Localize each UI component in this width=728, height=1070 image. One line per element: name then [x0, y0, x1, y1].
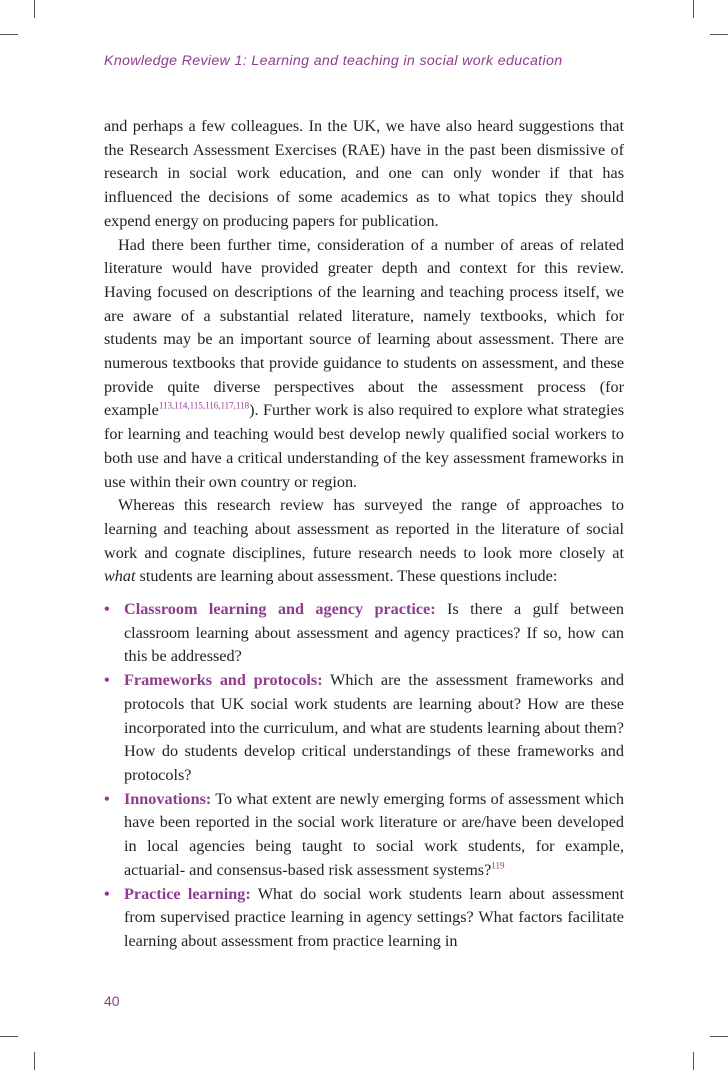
bullet-glyph: •: [104, 789, 110, 808]
bullet-glyph: •: [104, 884, 110, 903]
question-term: Practice learning:: [124, 884, 251, 903]
question-text: Which are the assessment frameworks and protocols that UK social work students are learning about? How are these incorporated into the curriculum, and what are students learning about them? How do students develop critical understandings of these frameworks and protocols?: [124, 671, 624, 784]
bullet-glyph: •: [104, 600, 110, 619]
question-text: To what extent are newly emerging forms of assessment which have been reported in the social work literature or are/have been developed in local agencies being taught to social work students, for example, actuarial- and consensus-based risk assessment systems?: [124, 789, 624, 879]
paragraph-1: and perhaps a few colleagues. In the UK, we have also heard suggestions that the Research Assessment Exercises (RAE) have in the past been dismissive of research in social work education, and one can only wonder if that has influenced the decisions of some academics as to what topics they should expend energy on producing papers for publication.: [104, 117, 624, 230]
page-number: 40: [104, 993, 120, 1009]
emphasis-what: what: [104, 567, 136, 586]
citation-superscript: 113,114,115,116,117,118: [158, 401, 250, 412]
paragraph-3-text: Whereas this research review has surveyed the range of approaches to learning and teaching about assessment as reported in the literature of social work and cognate disciplines, future research needs to look more closely at: [104, 496, 624, 562]
crop-mark-top-right-horizontal: [710, 34, 728, 35]
list-item: [104, 598, 624, 669]
question-term: Frameworks and protocols:: [124, 671, 323, 690]
list-item: [104, 883, 624, 954]
crop-mark-top-right-vertical: [693, 0, 694, 18]
paragraph-3: [104, 494, 624, 589]
running-head: Knowledge Review 1: Learning and teaching in social work education: [104, 53, 563, 69]
paragraph-2-text: Had there been further time, consideration of a number of areas of related literature would have provided greater depth and context for this review. Having focused on descriptions of the learning and teaching process itself, we are aware of a substantial related literature, namely textbooks, which for students may be an important source of learning about assessment. There are numerous textbooks that provide guidance to students on assessment, and these provide quite diverse perspectives about the assessment process (for example: [104, 235, 624, 420]
question-term: Classroom learning and agency practice:: [124, 600, 436, 619]
body-text: [104, 115, 624, 954]
crop-mark-bottom-left-horizontal: [0, 1036, 18, 1037]
research-questions-list: [104, 598, 624, 954]
crop-mark-bottom-right-horizontal: [710, 1036, 728, 1037]
paragraph-3-text-continued: students are learning about assessment. These questions include:: [135, 567, 558, 586]
crop-mark-top-left-vertical: [34, 0, 35, 18]
crop-mark-bottom-left-vertical: [34, 1052, 35, 1070]
list-item: [104, 669, 624, 788]
question-term: Innovations:: [124, 789, 212, 808]
crop-mark-bottom-right-vertical: [693, 1052, 694, 1070]
crop-mark-top-left-horizontal: [0, 34, 18, 35]
paragraph-2-text-continued: ). Further work is also required to explore what strategies for learning and teaching would best develop newly qualified social workers to both use and have a critical understanding of the key assessment frameworks in use within their own country or region.: [104, 401, 624, 491]
question-text: What do social work students learn about assessment from supervised practice learning in agency settings? What factors facilitate learning about assessment from practice learning in: [124, 884, 624, 950]
question-text: Is there a gulf between classroom learning about assessment and agency practices? If so, how can this be addressed?: [124, 600, 625, 666]
paragraph-2: [104, 234, 624, 495]
list-item: [104, 788, 624, 883]
bullet-glyph: •: [104, 671, 110, 690]
citation-superscript: 119: [491, 860, 505, 871]
